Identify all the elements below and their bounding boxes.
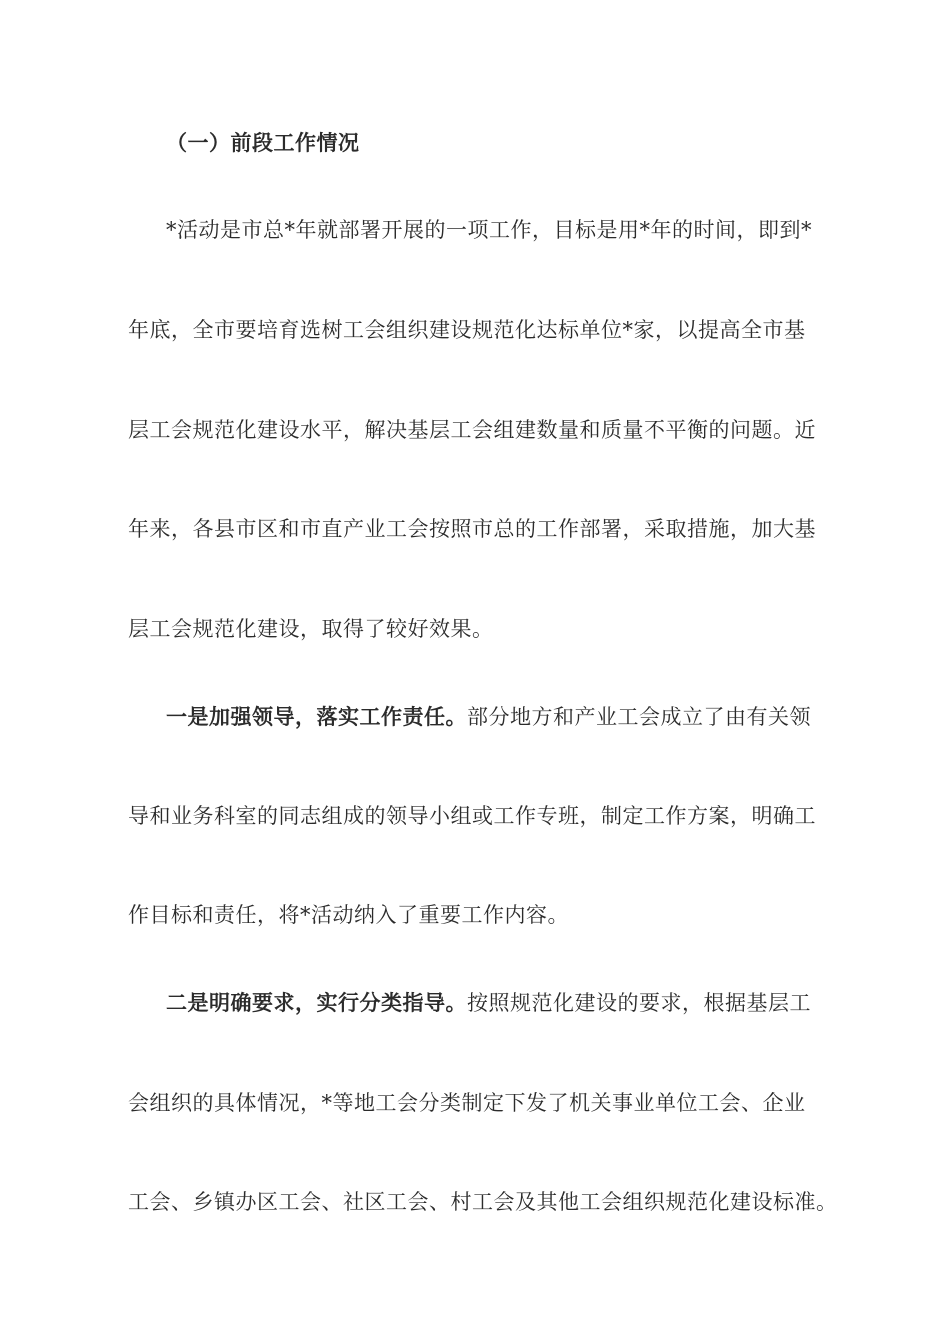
paragraph-3-line-1 [166, 988, 906, 1018]
paragraph-3-line-3: 工会、乡镇办区工会、社区工会、村工会及其他工会组织规范化建设标准。 [128, 1190, 838, 1214]
paragraph-3-line-2: 会组织的具体情况，*等地工会分类制定下发了机关事业单位工会、企业 [128, 1091, 806, 1115]
paragraph-3-line-1-rest: 按照规范化建设的要求，根据基层工 [467, 991, 811, 1015]
paragraph-1-line-4: 年来，各县市区和市直产业工会按照市总的工作部署，采取措施，加大基 [128, 517, 816, 541]
paragraph-2-line-1 [166, 702, 906, 732]
paragraph-1-line-2: 年底，全市要培育选树工会组织建设规范化达标单位*家，以提高全市基 [128, 318, 806, 342]
paragraph-2-line-2: 导和业务科室的同志组成的领导小组或工作专班，制定工作方案，明确工 [128, 804, 816, 828]
paragraph-3-lead: 二是明确要求，实行分类指导。 [166, 990, 467, 1015]
paragraph-1-line-5: 层工会规范化建设，取得了较好效果。 [128, 617, 494, 641]
paragraph-2-line-3: 作目标和责任，将*活动纳入了重要工作内容。 [128, 903, 569, 927]
paragraph-1-line-1: *活动是市总*年就部署开展的一项工作，目标是用*年的时间，即到* [166, 218, 812, 242]
section-heading: （一）前段工作情况 [166, 130, 360, 155]
paragraph-2-lead: 一是加强领导，落实工作责任。 [166, 704, 467, 729]
paragraph-2-line-1-rest: 部分地方和产业工会成立了由有关领 [467, 705, 811, 729]
paragraph-1-line-3: 层工会规范化建设水平，解决基层工会组建数量和质量不平衡的问题。近 [128, 418, 816, 442]
